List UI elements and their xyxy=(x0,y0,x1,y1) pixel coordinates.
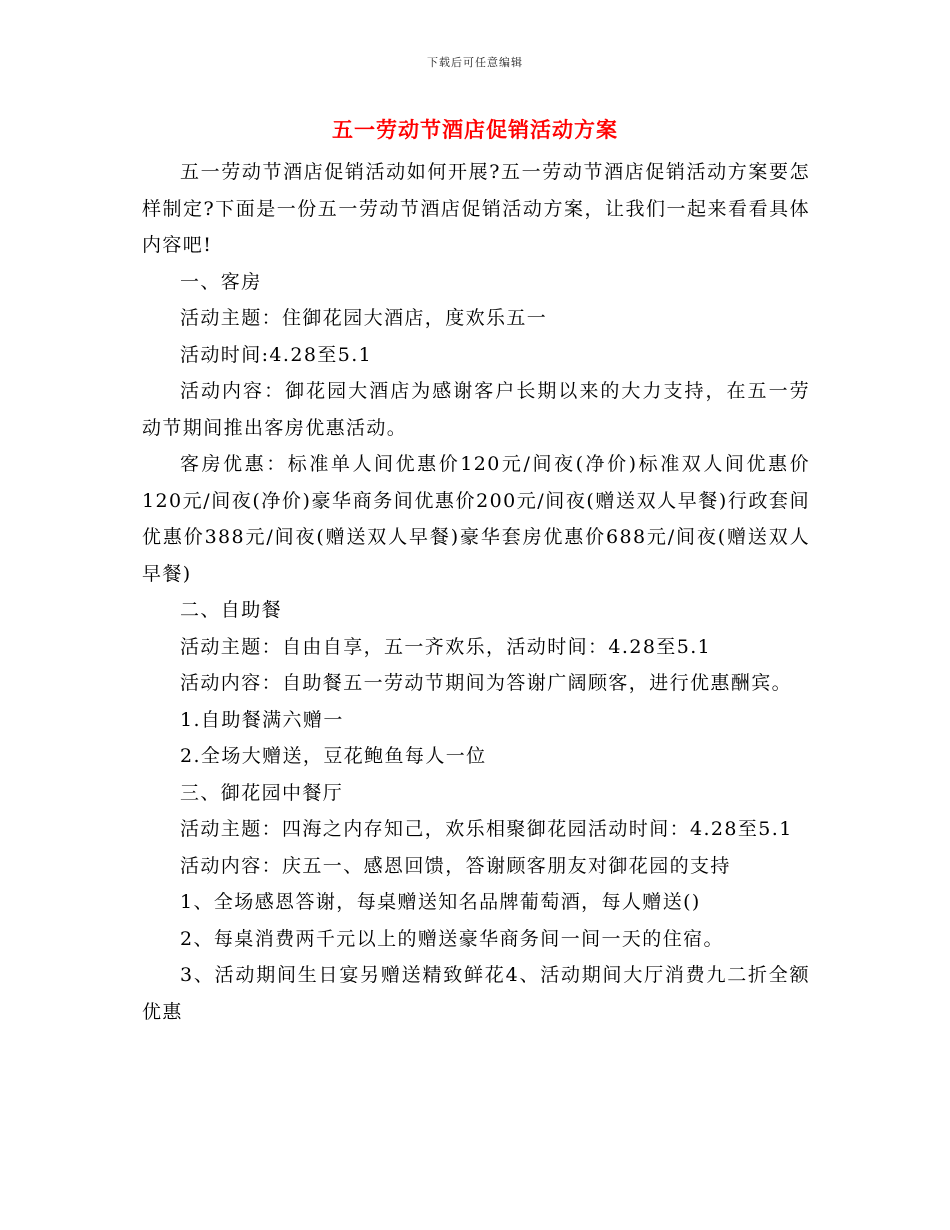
section-heading-rooms: 一、客房 xyxy=(180,270,262,293)
intro-paragraph: 五一劳动节酒店促销活动如何开展?五一劳动节酒店促销活动方案要怎样制定?下面是一份五一劳动节酒店促销活动方案，让我们一起来看看具体内容吧! xyxy=(142,161,810,256)
restaurant-item-2: 2、每桌消费两千元以上的赠送豪华商务间一间一天的住宿。 xyxy=(180,927,724,950)
document-title: 五一劳动节酒店促销活动方案 xyxy=(332,117,618,142)
buffet-theme: 活动主题：自由自享，五一齐欢乐，活动时间：4.28至5.1 xyxy=(180,635,712,658)
restaurant-theme: 活动主题：四海之内存知己，欢乐相聚御花园活动时间：4.28至5.1 xyxy=(180,818,793,840)
section-heading-restaurant: 三、御花园中餐厅 xyxy=(180,781,344,804)
document-body xyxy=(142,154,810,1030)
restaurant-item-1: 1、全场感恩答谢，每桌赠送知名品牌葡萄酒，每人赠送() xyxy=(180,891,701,913)
rooms-time: 活动时间:4.28至5.1 xyxy=(180,343,373,366)
section-heading-buffet: 二、自助餐 xyxy=(180,599,283,621)
restaurant-item-3: 3、活动期间生日宴另赠送精致鲜花4、活动期间大厅消费九二折全额优惠 xyxy=(142,964,810,1023)
restaurant-content: 活动内容：庆五一、感恩回馈，答谢顾客朋友对御花园的支持 xyxy=(180,854,731,877)
buffet-content: 活动内容：自助餐五一劳动节期间为答谢广阔顾客，进行优惠酬宾。 xyxy=(180,672,793,694)
rooms-content: 活动内容：御花园大酒店为感谢客户长期以来的大力支持，在五一劳动节期间推出客房优惠活动。 xyxy=(142,380,810,439)
rooms-discount: 客房优惠：标准单人间优惠价120元/间夜(净价)标准双人间优惠价120元/间夜(净价)豪华商务间优惠价200元/间夜(赠送双人早餐)行政套间优惠价388元/间夜(赠送双人早餐)豪华套房优惠价688元/间夜(赠送双人早餐) xyxy=(142,453,810,585)
rooms-theme: 活动主题：住御花园大酒店，度欢乐五一 xyxy=(180,307,548,329)
header-note: 下载后可任意编辑 xyxy=(427,56,523,69)
buffet-item-1: 1.自助餐满六赠一 xyxy=(180,708,344,731)
buffet-item-2: 2.全场大赠送，豆花鲍鱼每人一位 xyxy=(180,745,487,767)
